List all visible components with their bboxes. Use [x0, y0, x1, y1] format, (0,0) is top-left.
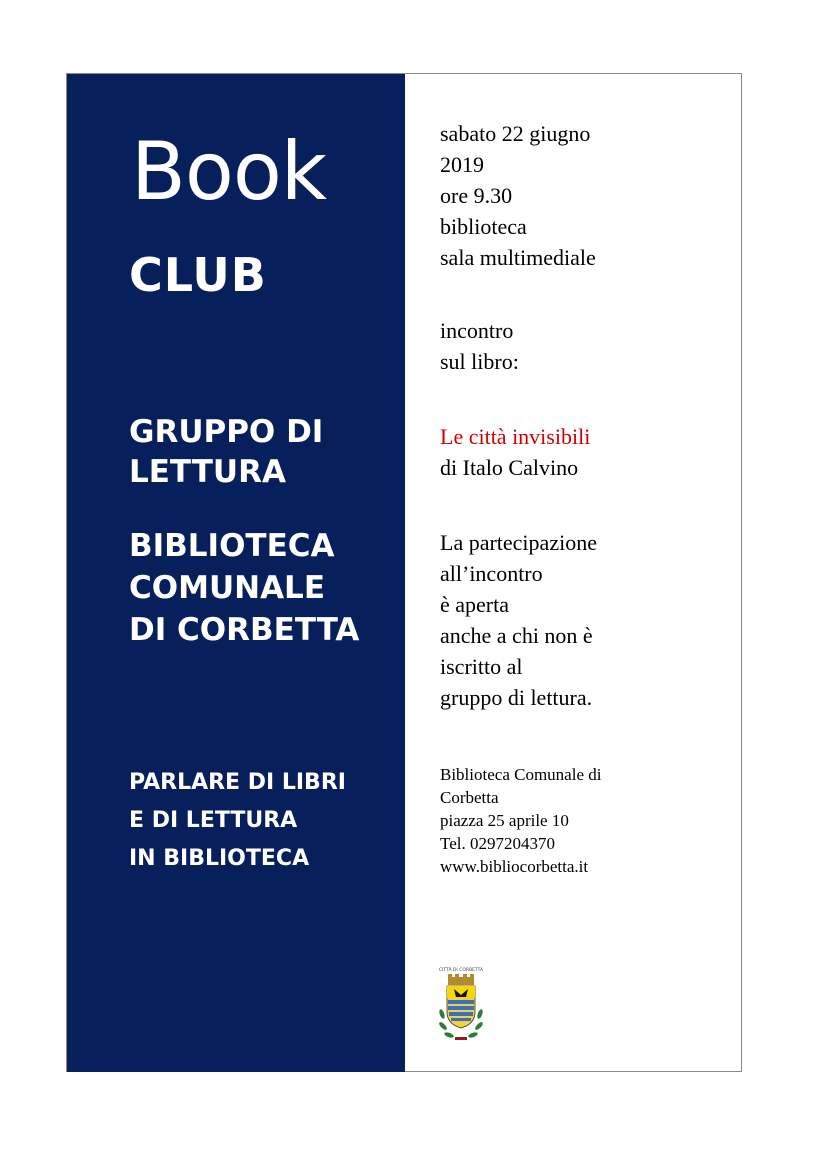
contact-info [440, 763, 601, 878]
crown-icon [448, 974, 474, 985]
reading-group-line: LETTURA [129, 454, 286, 490]
crest-caption: CITTÀ DI CORBETTA [438, 968, 484, 973]
book-author: di Italo Calvino [440, 455, 579, 480]
title-book: Book [131, 125, 327, 218]
contact-line: Tel. 0297204370 [440, 834, 555, 853]
tagline-line: E DI LETTURA [129, 808, 298, 833]
left-panel [67, 74, 405, 1072]
library-line: BIBLIOTECA [129, 528, 335, 564]
participation-line: è aperta [440, 592, 509, 617]
participation-line: La partecipazione [440, 530, 597, 555]
participation-line: iscritto al [440, 654, 523, 679]
reading-group-line: GRUPPO DI [129, 414, 324, 450]
participation-line: gruppo di lettura. [440, 685, 593, 710]
event-line: sabato 22 giugno [440, 121, 591, 146]
title-club: CLUB [129, 248, 267, 302]
meeting-line: incontro [440, 318, 514, 343]
tagline [129, 764, 346, 878]
book-info [440, 421, 590, 483]
contact-line: Biblioteca Comunale di [440, 765, 602, 784]
shield-icon [447, 986, 475, 1028]
meeting-line: sul libro: [440, 349, 519, 374]
event-details [440, 118, 596, 273]
event-line: sala multimediale [440, 245, 596, 270]
library-line: DI CORBETTA [129, 612, 360, 648]
event-line: biblioteca [440, 214, 527, 239]
library-title [129, 525, 359, 651]
library-line: COMUNALE [129, 570, 325, 606]
poster [66, 73, 742, 1072]
contact-line: piazza 25 aprile 10 [440, 811, 569, 830]
participation-line: all’incontro [440, 561, 543, 586]
contact-line: Corbetta [440, 788, 499, 807]
coat-of-arms-icon [435, 964, 487, 1046]
contact-website: www.bibliocorbetta.it [440, 857, 589, 876]
reading-group-title [129, 412, 323, 492]
participation-note [440, 527, 597, 713]
tagline-line: PARLARE DI LIBRI [129, 770, 346, 795]
book-title: Le città invisibili [440, 424, 591, 449]
tagline-line: IN BIBLIOTECA [129, 846, 310, 871]
participation-line: anche a chi non è [440, 623, 593, 648]
event-line: ore 9.30 [440, 183, 513, 208]
meeting-intro [440, 315, 519, 377]
event-line: 2019 [440, 152, 484, 177]
